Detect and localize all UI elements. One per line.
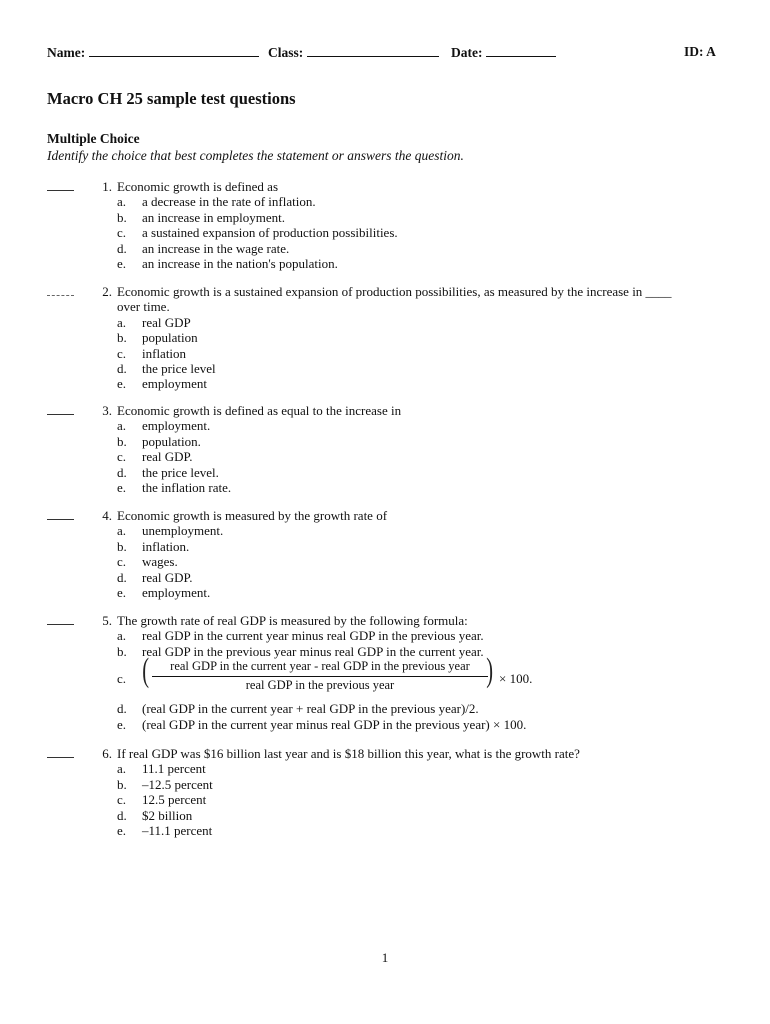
option-letter: c.: [117, 554, 127, 570]
option-letter: b.: [117, 433, 127, 449]
option-text: real GDP.: [142, 449, 193, 465]
answer-blank[interactable]: [47, 624, 74, 625]
option-text: unemployment.: [142, 523, 224, 539]
class-label: Class:: [268, 45, 304, 60]
answer-blank[interactable]: [47, 190, 74, 191]
option-text: the inflation rate.: [142, 479, 232, 495]
question-number: 6.: [102, 746, 112, 761]
option-text: (real GDP in the current year + real GDP in the previous year)/2.: [142, 701, 479, 717]
option-letter: a.: [117, 628, 127, 644]
option-letter: d.: [117, 240, 127, 256]
fraction-denominator: real GDP in the previous year: [245, 677, 395, 692]
option-text: employment.: [142, 418, 211, 434]
question-text: If real GDP was $16 billion last year and is $18 billion this year, what is the growth rate?: [117, 746, 580, 761]
option-letter: d.: [117, 360, 127, 376]
answer-blank[interactable]: [47, 757, 74, 758]
option-text: wages.: [142, 554, 178, 570]
option-text: inflation: [142, 345, 187, 361]
option-text: real GDP in the current year minus real GDP in the previous year.: [142, 628, 484, 644]
option-letter: d.: [117, 701, 127, 717]
name-label: Name:: [47, 45, 86, 60]
option-letter: e.: [117, 479, 127, 495]
option-letter: e.: [117, 716, 127, 732]
option-letter: b.: [117, 643, 127, 659]
option-letter: d.: [117, 807, 127, 823]
option-letter: c.: [117, 792, 127, 808]
option-text: population: [142, 330, 198, 346]
option-text: employment.: [142, 584, 211, 600]
option-text: 12.5 percent: [142, 792, 207, 808]
question-text: Economic growth is defined as equal to the increase in: [117, 403, 402, 418]
question-text: Economic growth is defined as: [117, 179, 279, 194]
option-text: real GDP: [142, 314, 191, 330]
option-letter: d.: [117, 464, 127, 480]
question-number: 4.: [102, 508, 112, 523]
option-letter: b.: [117, 776, 127, 792]
option-text: –12.5 percent: [142, 776, 213, 792]
option-letter: e.: [117, 584, 127, 600]
question-number: 1.: [102, 179, 112, 194]
option-text: an increase in the wage rate.: [142, 240, 290, 256]
name-field: [47, 44, 259, 61]
option-letter: c.: [117, 671, 127, 687]
right-paren: ): [486, 652, 494, 690]
name-blank: [89, 44, 259, 57]
option-letter: e.: [117, 255, 127, 271]
option-text: –11.1 percent: [142, 822, 213, 838]
question-number: 2.: [102, 284, 112, 299]
question-text: Economic growth is measured by the growth rate of: [117, 508, 388, 523]
option-letter: d.: [117, 569, 127, 585]
option-text: an increase in the nation's population.: [142, 255, 338, 271]
option-text: a decrease in the rate of inflation.: [142, 194, 316, 210]
date-blank: [486, 44, 556, 57]
question-text: The growth rate of real GDP is measured by the following formula:: [117, 613, 468, 628]
page-number: 1: [381, 950, 389, 965]
id-label: ID: A: [684, 44, 716, 59]
option-letter: e.: [117, 822, 127, 838]
date-field: [451, 44, 556, 61]
answer-blank[interactable]: [47, 519, 74, 520]
answer-blank[interactable]: [47, 414, 74, 415]
class-blank: [307, 44, 439, 57]
class-field: [268, 44, 439, 61]
option-letter: b.: [117, 538, 127, 554]
option-letter: a.: [117, 314, 127, 330]
question-number: 5.: [102, 613, 112, 628]
option-text: real GDP.: [142, 569, 193, 585]
option-letter: a.: [117, 194, 127, 210]
option-letter: c.: [117, 345, 127, 361]
date-label: Date:: [451, 45, 483, 60]
question-number: 3.: [102, 403, 112, 418]
question-text: Economic growth is a sustained expansion of production possibilities, as measured by the increase in ____ over time.: [117, 284, 672, 315]
option-letter: a.: [117, 761, 127, 777]
option-text: inflation.: [142, 538, 190, 554]
option-text: the price level.: [142, 464, 219, 480]
option-letter: c.: [117, 225, 127, 241]
option-letter: b.: [117, 330, 127, 346]
option-text: (real GDP in the current year minus real GDP in the previous year) × 100.: [142, 716, 527, 732]
page-title: Macro CH 25 sample test questions: [47, 89, 296, 108]
option-letter: e.: [117, 376, 127, 392]
answer-blank[interactable]: [47, 295, 74, 296]
growth-rate-fraction: [152, 659, 488, 693]
option-text: 11.1 percent: [142, 761, 206, 777]
option-letter: b.: [117, 209, 127, 225]
option-letter: a.: [117, 418, 127, 434]
option-text: $2 billion: [142, 807, 193, 823]
option-text: a sustained expansion of production possibilities.: [142, 225, 398, 241]
option-text: an increase in employment.: [142, 209, 285, 225]
option-letter: a.: [117, 523, 127, 539]
multiplier: × 100.: [499, 671, 533, 687]
option-text: population.: [142, 433, 201, 449]
left-paren: (: [142, 652, 150, 690]
option-text: the price level: [142, 360, 216, 376]
fraction-numerator: real GDP in the current year - real GDP in the previous year: [152, 659, 488, 676]
section-heading: Multiple Choice: [47, 131, 140, 146]
option-text: real GDP in the previous year minus real GDP in the current year.: [142, 643, 484, 659]
option-text: employment: [142, 376, 207, 392]
option-letter: c.: [117, 449, 127, 465]
section-instructions: Identify the choice that best completes the statement or answers the question.: [47, 148, 464, 163]
